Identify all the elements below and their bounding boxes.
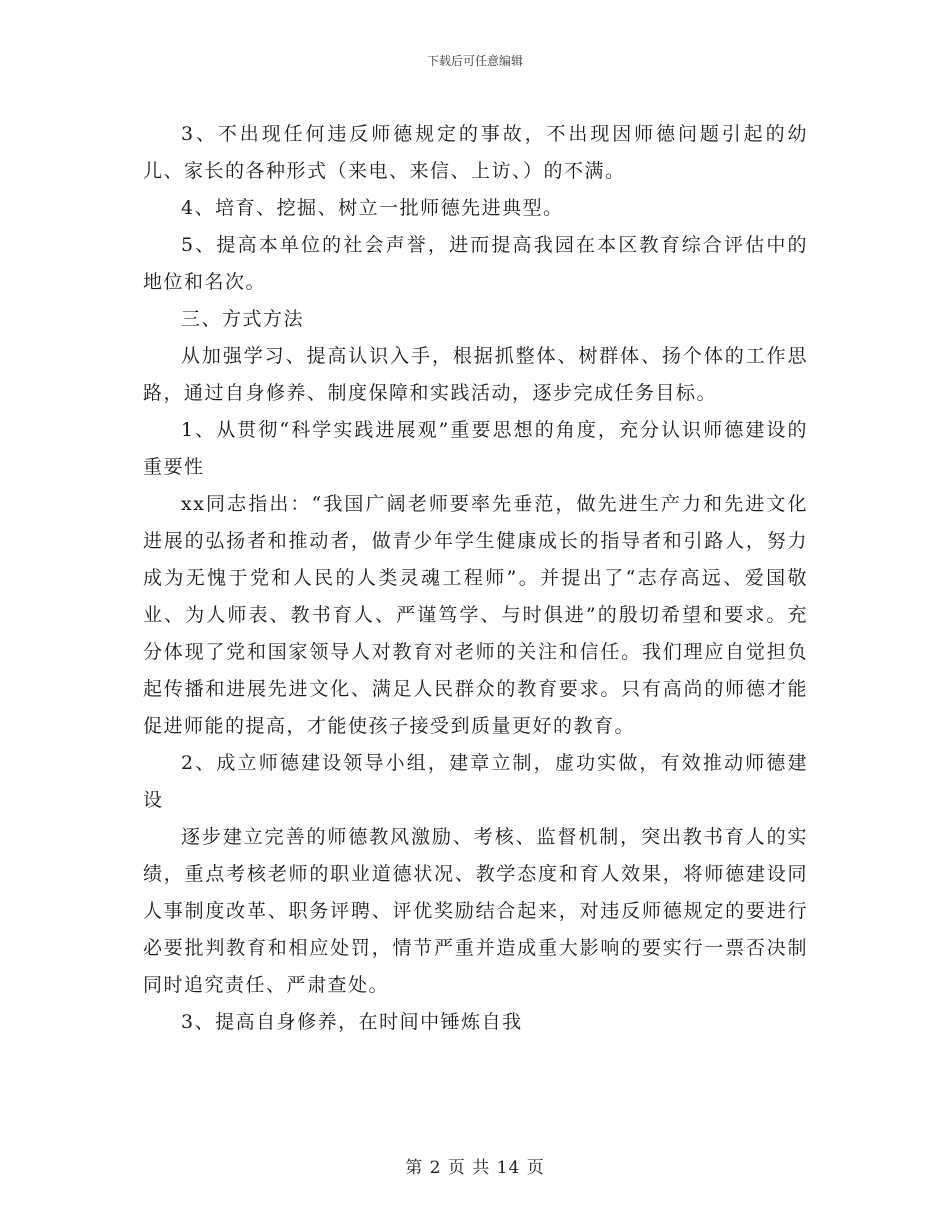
document-body [143, 116, 808, 1041]
subsection-heading: 3、提高自身修养，在时间中锤炼自我 [181, 1011, 523, 1033]
section-heading: 三、方式方法 [181, 308, 305, 330]
paragraph: 逐步建立完善的师德教风激励、考核、监督机制，突出教书育人的实绩，重点考核老师的职业道德状况、教学态度和育人效果，将师德建设同人事制度改革、职务评聘、评优奖励结合起来，对违反师德规定的要进行必要批判教育和相应处罚，情节严重并造成重大影响的要实行一票否决制同时追究责任、严肃查处。 [143, 826, 808, 996]
paragraph: 从加强学习、提高认识入手，根据抓整体、树群体、扬个体的工作思路，通过自身修养、制度保障和实践活动，逐步完成任务目标。 [143, 345, 808, 404]
paragraph: 4、培育、挖掘、树立一批师德先进典型。 [181, 197, 564, 219]
paragraph: 5、提高本单位的社会声誉，进而提高我园在本区教育综合评估中的地位和名次。 [143, 234, 808, 293]
page-header: 下载后可任意编辑 [426, 54, 523, 68]
paragraph: 3、不出现任何违反师德规定的事故，不出现因师德问题引起的幼儿、家长的各种形式（来电、来信、上访、）的不满。 [143, 123, 808, 182]
subsection-heading: 2、成立师德建设领导小组，建章立制，虚功实做，有效推动师德建设 [143, 752, 808, 811]
page-number: 第 2 页 共 14 页 [405, 1158, 545, 1178]
paragraph: xx同志指出：“我国广阔老师要率先垂范，做先进生产力和先进文化进展的弘扬者和推动者，做青少年学生健康成长的指导者和引路人，努力成为无愧于党和人民的人类灵魂工程师”。并提出了“志存高远、爱国敬业、为人师表、教书育人、严谨笃学、与时俱进”的殷切希望和要求。充分体现了党和国家领导人对教育对老师的关注和信任。我们理应自觉担负起传播和进展先进文化、满足人民群众的教育要求。只有高尚的师德才能促进师能的提高，才能使孩子接受到质量更好的教育。 [143, 493, 808, 737]
subsection-heading: 1、从贯彻“科学实践进展观”重要思想的角度，充分认识师德建设的重要性 [143, 419, 808, 478]
